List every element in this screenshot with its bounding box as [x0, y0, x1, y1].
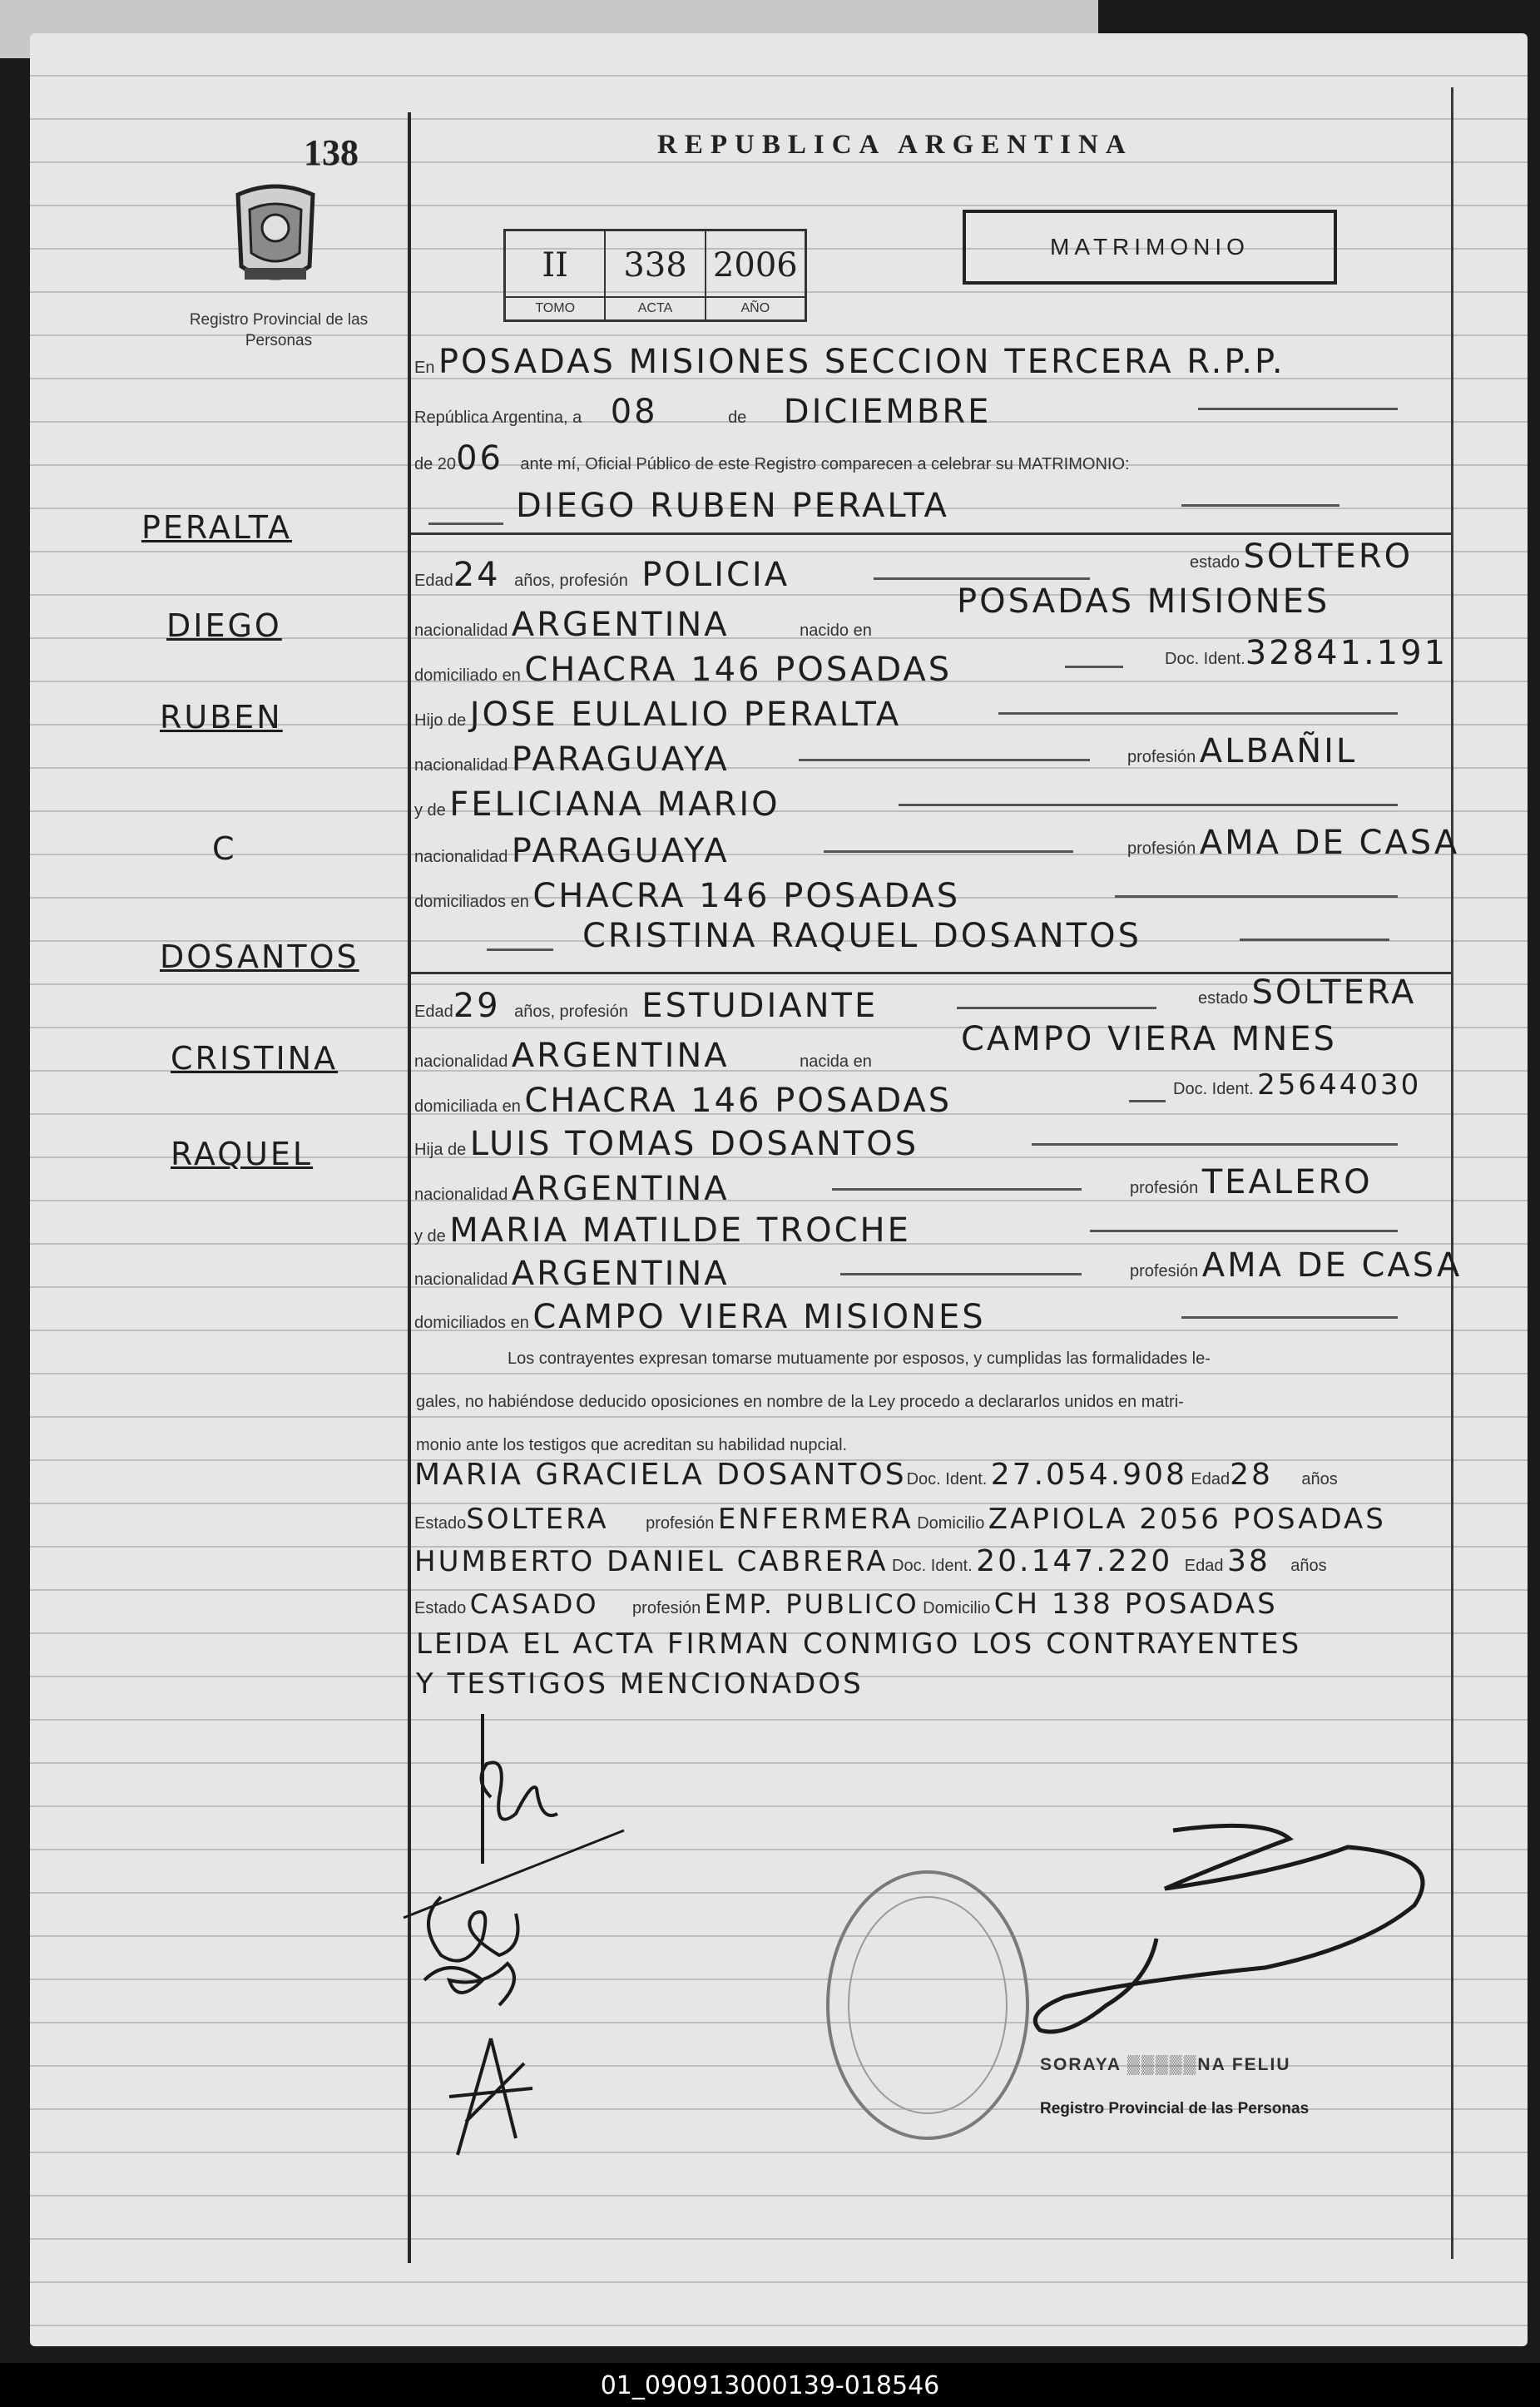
- margin-groom-second: RUBEN: [160, 699, 283, 735]
- witness-2-row-2: [414, 1587, 1278, 1621]
- appearance-statement: ante mí, Oficial Público de este Registro comparecen a celebrar su MATRIMONIO:: [520, 455, 1130, 473]
- father-prof-label: profesión: [1127, 748, 1196, 766]
- groom-mother-profession: AMA DE CASA: [1199, 824, 1460, 862]
- groom-profession: POLICIA: [641, 556, 790, 594]
- republica-label: República Argentina, a: [414, 409, 582, 427]
- mother-nat-label: nacionalidad: [414, 848, 508, 866]
- closing-line-1: LEIDA EL ACTA FIRMAN CONMIGO LOS CONTRAYENTES: [416, 1627, 1302, 1661]
- witness-2-estado-label: Estado: [414, 1599, 467, 1617]
- groom-mother-nationality: PARAGUAYA: [511, 832, 730, 870]
- witness-2-estado: CASADO: [469, 1588, 599, 1620]
- declaration-line-1: Los contrayentes expresan tomarse mutuamente por esposos, y cumplidas las formalidades le-: [508, 1350, 1211, 1368]
- groom-age: 24: [453, 556, 501, 594]
- witness-1-estado-label: Estado: [414, 1514, 467, 1533]
- page-number: 138: [304, 132, 359, 173]
- witness-1-age: 28: [1230, 1458, 1273, 1492]
- witness-1-doc-label: Doc. Ident.: [906, 1470, 988, 1488]
- witness-2-doc-label: Doc. Ident.: [892, 1557, 973, 1575]
- bride-estado: SOLTERA: [1251, 973, 1417, 1012]
- witness-1-name: MARIA GRACIELA DOSANTOS: [414, 1458, 907, 1492]
- bride-doc: 25644030: [1257, 1068, 1422, 1102]
- act-id-table: [503, 229, 807, 322]
- groom-nationality: ARGENTINA: [511, 606, 730, 644]
- official-signature: [1015, 1814, 1464, 2055]
- bride-father-profession: TEALERO: [1201, 1163, 1373, 1201]
- witness-1-row-2: [414, 1503, 1386, 1536]
- en-label: En: [414, 359, 435, 377]
- year-prefix: de 20: [414, 455, 457, 473]
- groom-parents-address: CHACRA 146 POSADAS: [532, 877, 961, 915]
- domicilio-label: domiciliado en: [414, 666, 521, 685]
- witness-2-row-1: [414, 1544, 1327, 1578]
- groom-row-mother: [414, 785, 780, 824]
- edad-label: Edad: [414, 572, 453, 590]
- yde-label: y de: [414, 801, 446, 820]
- witness-1-edad-label: Edad: [1191, 1470, 1231, 1488]
- anos-profesion-label: años, profesión: [514, 572, 628, 590]
- groom-birthplace: POSADAS MISIONES: [957, 582, 1330, 621]
- groom-row-address: [414, 651, 952, 689]
- nacido-label: nacido en: [800, 622, 872, 640]
- groom-father-profession: ALBAÑIL: [1199, 732, 1358, 770]
- bride-row-father: [414, 1125, 919, 1163]
- bride-row-mother: [414, 1211, 911, 1250]
- bride-mother-profession: AMA DE CASA: [1201, 1246, 1463, 1285]
- groom-row-father: [414, 696, 901, 734]
- closing-line-2: Y TESTIGOS MENCIONADOS: [416, 1667, 864, 1701]
- bride-row-parents-address: [414, 1298, 986, 1336]
- bride-father-nationality: ARGENTINA: [511, 1170, 730, 1208]
- year-suffix: 06: [456, 439, 503, 478]
- bride-age: 29: [453, 987, 501, 1025]
- groom-father-nationality: PARAGUAYA: [511, 740, 730, 779]
- bride-nationality: ARGENTINA: [511, 1037, 730, 1075]
- estado-label: estado: [1190, 553, 1240, 572]
- groom-father: JOSE EULALIO PERALTA: [469, 696, 902, 734]
- margin-groom-surname: PERALTA: [141, 509, 292, 546]
- anio-cell: [706, 231, 805, 319]
- registry-crest-icon: [226, 176, 324, 291]
- witness-2-anos-label: años: [1290, 1557, 1327, 1575]
- declaration-line-2: gales, no habiéndose deducido oposiciones en nombre de la Ley procedo a declararlos unidos en matri-: [416, 1393, 1184, 1411]
- celebration-month: DICIEMBRE: [783, 393, 992, 431]
- bride-row-age: [414, 987, 878, 1025]
- bride-mother-nationality: ARGENTINA: [511, 1255, 730, 1293]
- witness-1-doc: 27.054.908: [990, 1458, 1187, 1492]
- bride-full-name: CRISTINA RAQUEL DOSANTOS: [582, 917, 1142, 955]
- opening-line-3: [414, 439, 1130, 478]
- mother-nat-label-bride: nacionalidad: [414, 1270, 508, 1289]
- nacionalidad-label-bride: nacionalidad: [414, 1052, 508, 1071]
- bride-row-nationality: [414, 1037, 872, 1075]
- nacionalidad-label: nacionalidad: [414, 622, 508, 640]
- bride-address: CHACRA 146 POSADAS: [524, 1082, 953, 1120]
- official-office: Registro Provincial de las Personas: [1040, 2100, 1310, 2117]
- groom-row-mother-nat: [414, 832, 730, 870]
- doc-label-bride: Doc. Ident.: [1173, 1080, 1254, 1098]
- witness-2-name: HUMBERTO DANIEL CABRERA: [414, 1545, 889, 1578]
- bride-profession: ESTUDIANTE: [641, 987, 879, 1025]
- groom-mother: FELICIANA MARIO: [449, 785, 780, 824]
- bride-row-mother-nat: [414, 1255, 730, 1293]
- file-id: 01_090913000139-018546: [600, 2371, 940, 2400]
- witness-1-domicilio-label: Domicilio: [917, 1514, 985, 1533]
- country-heading: REPUBLICA ARGENTINA: [657, 130, 1133, 160]
- witness-1-anos-label: años: [1301, 1470, 1338, 1488]
- groom-row-father-nat: [414, 740, 730, 779]
- margin-groom-first: DIEGO: [166, 607, 282, 644]
- witness-1-address: ZAPIOLA 2056 POSADAS: [988, 1503, 1386, 1536]
- de-label: de: [728, 409, 747, 427]
- bride-birthplace: CAMPO VIERA MNES: [961, 1020, 1337, 1058]
- signatures-left: [391, 1706, 641, 2172]
- mother-prof-label-bride: profesión: [1130, 1262, 1199, 1280]
- bride-mother: MARIA MATILDE TROCHE: [449, 1211, 911, 1250]
- yde-label-bride: y de: [414, 1227, 446, 1246]
- tomo-label: TOMO: [506, 296, 604, 319]
- groom-row-age: [414, 556, 790, 594]
- edad-label-bride: Edad: [414, 1003, 453, 1021]
- witness-2-domicilio-label: Domicilio: [923, 1599, 991, 1617]
- father-prof-label-bride: profesión: [1130, 1179, 1199, 1197]
- groom-address: CHACRA 146 POSADAS: [524, 651, 953, 689]
- hija-label: Hija de: [414, 1141, 467, 1159]
- witness-2-doc: 20.147.220: [976, 1544, 1173, 1578]
- official-name: SORAYA ▒▒▒▒▒NA FELIU: [1040, 2055, 1291, 2074]
- tomo-cell: [506, 231, 606, 319]
- anio-label: AÑO: [706, 296, 805, 319]
- hijo-label: Hijo de: [414, 711, 467, 730]
- doc-label: Doc. Ident.: [1165, 650, 1245, 668]
- official-seal: [824, 1864, 1040, 2147]
- witness-1-profesion-label: profesión: [646, 1514, 715, 1533]
- acta-label: ACTA: [606, 296, 704, 319]
- bride-father: LUIS TOMAS DOSANTOS: [469, 1125, 919, 1163]
- bride-row-father-nat: [414, 1170, 730, 1208]
- witness-2-profesion-label: profesión: [632, 1599, 701, 1617]
- groom-full-name: DIEGO RUBEN PERALTA: [516, 487, 949, 525]
- bride-parents-address: CAMPO VIERA MISIONES: [532, 1298, 986, 1336]
- groom-row-nationality: [414, 606, 872, 644]
- margin-bride-surname: DOSANTOS: [160, 939, 359, 975]
- father-nat-label-bride: nacionalidad: [414, 1186, 508, 1204]
- acta-value: 338: [623, 246, 687, 285]
- domicilio-label-bride: domiciliada en: [414, 1097, 521, 1116]
- witness-2-profession: EMP. PUBLICO: [704, 1588, 919, 1620]
- groom-doc: 32841.191: [1245, 634, 1448, 672]
- celebration-place: POSADAS MISIONES SECCION TERCERA R.P.P.: [438, 343, 1285, 381]
- registry-name: Registro Provincial de las Personas: [189, 311, 369, 349]
- margin-conjunction: C: [212, 830, 237, 867]
- groom-divider: [411, 532, 1451, 535]
- tomo-value: II: [542, 246, 568, 285]
- witness-1-estado: SOLTERA: [466, 1503, 609, 1536]
- witness-2-address: CH 138 POSADAS: [993, 1587, 1278, 1621]
- anio-value: 2006: [712, 246, 798, 285]
- groom-estado: SOLTERO: [1243, 537, 1414, 576]
- acta-cell: [606, 231, 706, 319]
- witness-1-row-1: [414, 1458, 1338, 1492]
- witness-2-age: 38: [1226, 1544, 1270, 1578]
- witness-2-edad-label: Edad: [1184, 1557, 1224, 1575]
- father-nat-label: nacionalidad: [414, 756, 508, 775]
- anos-profesion-label-bride: años, profesión: [514, 1003, 628, 1021]
- witness-1-profession: ENFERMERA: [717, 1503, 914, 1536]
- opening-line-1: [414, 343, 1285, 381]
- parents-dom-label: domiciliados en: [414, 893, 529, 911]
- parents-dom-label-bride: domiciliados en: [414, 1314, 529, 1332]
- margin-bride-second: RAQUEL: [171, 1136, 314, 1172]
- estado-label-bride: estado: [1198, 989, 1249, 1008]
- opening-line-2: [414, 393, 991, 431]
- groom-row-parents-address: [414, 877, 960, 915]
- declaration-line-3: monio ante los testigos que acreditan su habilidad nupcial.: [416, 1436, 848, 1454]
- margin-bride-first: CRISTINA: [171, 1040, 339, 1077]
- nacida-label: nacida en: [800, 1052, 872, 1071]
- mother-prof-label: profesión: [1127, 839, 1196, 858]
- act-type-box: MATRIMONIO: [963, 210, 1337, 285]
- bride-row-address: [414, 1082, 952, 1120]
- celebration-day: 08: [610, 393, 658, 431]
